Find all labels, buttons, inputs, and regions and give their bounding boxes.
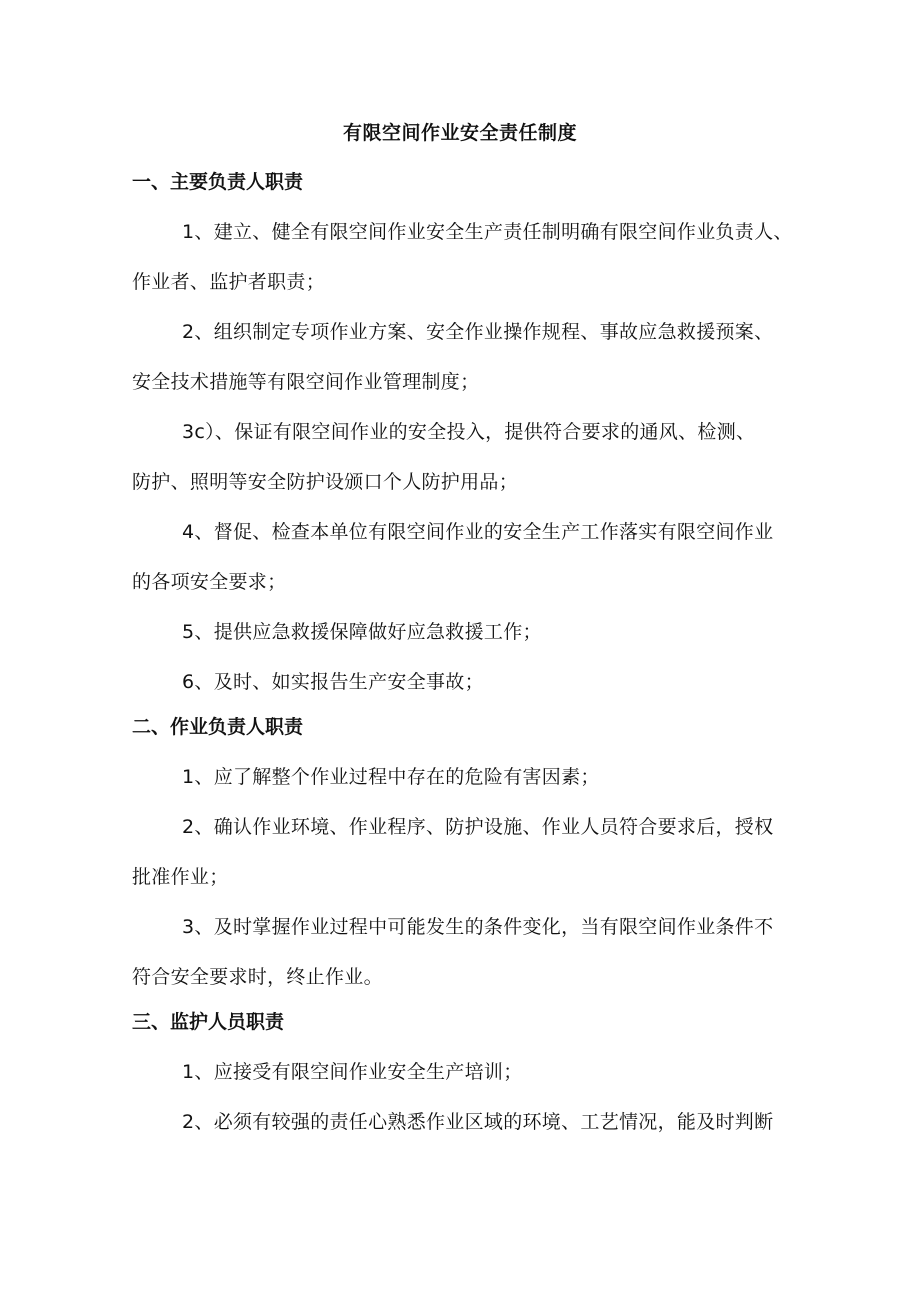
list-item (132, 1047, 794, 1097)
line-text: 作业者、监护者职责； (132, 271, 326, 293)
line-text: 防护、照明等安全防护设颁口个人防护用品； (132, 471, 519, 493)
list-item (132, 802, 794, 902)
list-item (132, 1097, 794, 1147)
line-text: 2、必须有较强的责任心熟悉作业区域的环境、工艺情况，能及时判断 (182, 1111, 774, 1133)
line-text: 批准作业； (132, 866, 229, 888)
section-heading-2: 二、作业负责人职责 (132, 716, 304, 738)
line-text: 3c）、保证有限空间作业的安全投入，提供符合要求的通风、检测、 (182, 421, 756, 443)
section-heading-3: 三、监护人员职责 (132, 1011, 285, 1033)
list-item (132, 902, 794, 1002)
line-text: 2、组织制定专项作业方案、安全作业操作规程、事故应急救援预案、 (182, 321, 774, 343)
line-text: 符合安全要求时，终止作业。 (132, 966, 383, 988)
line-text: 4、督促、检查本单位有限空间作业的安全生产工作落实有限空间作业 (182, 521, 774, 543)
list-item (132, 307, 794, 407)
section-heading-1: 一、主要负责人职责 (132, 171, 304, 193)
section-1-list (132, 207, 794, 707)
section-2-list (132, 752, 794, 1002)
list-item (132, 752, 794, 802)
line-text: 1、建立、健全有限空间作业安全生产责任制明确有限空间作业负责人、 (182, 221, 793, 243)
line-text: 1、应接受有限空间作业安全生产培训； (182, 1061, 523, 1083)
list-item (132, 607, 794, 657)
line-text: 1、应了解整个作业过程中存在的危险有害因素； (182, 766, 600, 788)
line-text: 5、提供应急救援保障做好应急救援工作； (182, 621, 542, 643)
list-item (132, 407, 794, 507)
list-item (132, 657, 794, 707)
line-text: 3、及时掌握作业过程中可能发生的条件变化，当有限空间作业条件不 (182, 916, 774, 938)
line-text: 2、确认作业环境、作业程序、防护设施、作业人员符合要求后，授权 (182, 816, 774, 838)
section-3-list (132, 1047, 794, 1147)
line-text: 6、及时、如实报告生产安全事故； (182, 671, 484, 693)
line-text: 的各项安全要求； (132, 571, 287, 593)
line-text: 安全技术措施等有限空间作业管理制度； (132, 371, 480, 393)
document-title: 有限空间作业安全责任制度 (342, 122, 577, 144)
list-item (132, 207, 794, 307)
list-item (132, 507, 794, 607)
document-body (132, 166, 794, 1147)
